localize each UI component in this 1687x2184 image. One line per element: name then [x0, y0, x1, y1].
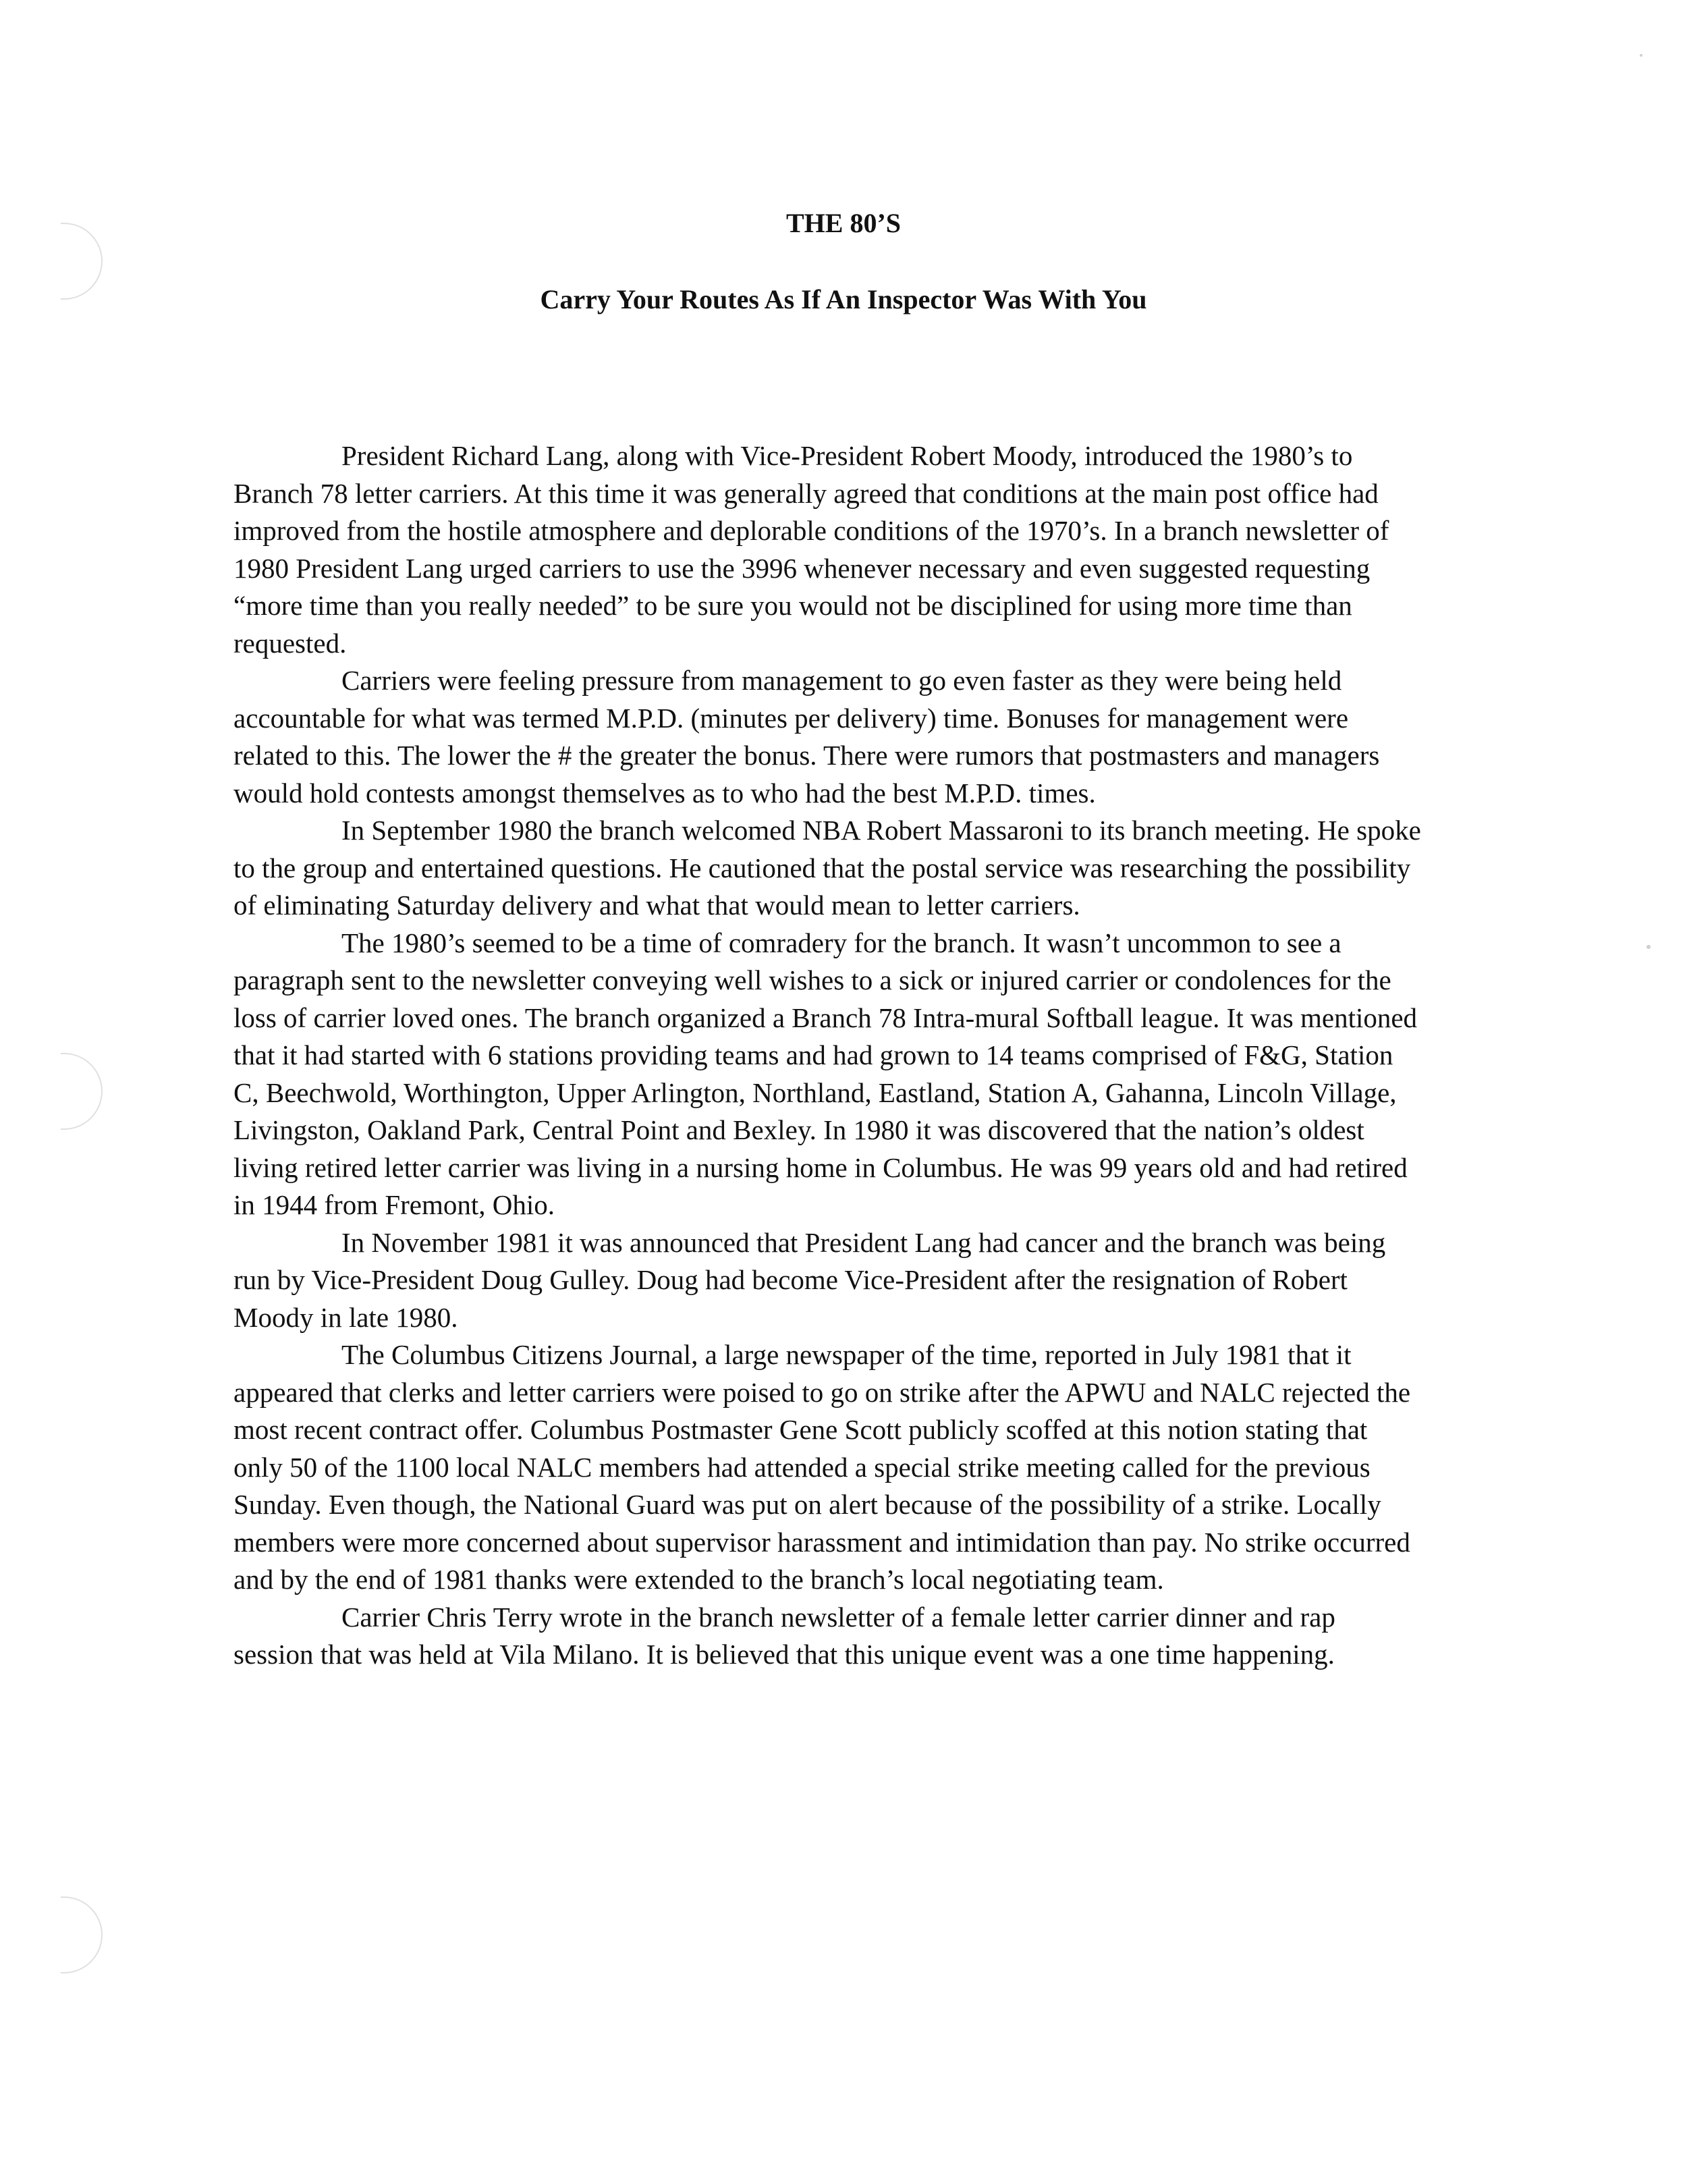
paragraph-lang-introduction: President Richard Lang, along with Vice-President Robert Moody, introduced the 1980’s to Branch 78 letter carriers. At this time it was generally agreed that conditions at the main post office had improved from the hostile atmosphere and deplorable conditions of the 1970’s. In a branch newsletter of 1980 President Lang urged carriers to use the 3996 whenever necessary and even suggested requesting “more time than you really needed” to be sure you would not be disciplined for using more time than requested. — [233, 440, 1389, 659]
paragraph-comradery: The 1980’s seemed to be a time of comradery for the branch. It wasn’t uncommon to see a paragraph sent to the newsletter conveying well wishes to a sick or injured carrier or condolences for the loss of carrier loved ones. The branch organized a Branch 78 Intra-mural Softball league. It was mentioned that it had started with 6 stations providing teams and had grown to 14 teams comprised of F&G, Station C, Beechwold, Worthington, Upper Arlington, Northland, Eastland, Station A, Gahanna, Lincoln Village, Livingston, Oakland Park, Central Point and Bexley. In 1980 it was discovered that the nation’s oldest living retired letter carrier was living in a nursing home in Columbus. He was 99 years old and had retired in 1944 from Fremont, Ohio. — [233, 927, 1418, 1220]
punch-hole-mark — [61, 1896, 103, 1973]
paragraph-lang-cancer: In November 1981 it was announced that President Lang had cancer and the branch was being run by Vice-President Doug Gulley. Doug had become Vice-President after the resignation of Robert Moody in late 1980. — [233, 1226, 1386, 1333]
paragraph-mpd-pressure: Carriers were feeling pressure from management to go even faster as they were being held accountable for what was termed M.P.D. (minutes per delivery) time. Bonuses for management were related to this. The lower the # the greater the bonus. There were rumors that postmasters and managers would hold contests amongst themselves as to who had the best M.P.D. times. — [233, 665, 1380, 809]
scan-speck — [1647, 945, 1651, 949]
page-title: THE 80’S — [785, 208, 902, 238]
paragraph-strike-1981: The Columbus Citizens Journal, a large newspaper of the time, reported in July 1981 that it appeared that clerks and letter carriers were poised to go on strike after the APWU and NALC rejected the most recent contract offer. Columbus Postmaster Gene Scott publicly scoffed at this notion stating that only 50 of the 1100 local NALC members had attended a special strike meeting called for the previous Sunday. Even though, the National Guard was put on alert because of the possibility of a strike. Locally members were more concerned about supervisor harassment and intimidation than pay. No strike occurred and by the end of 1981 thanks were extended to the branch’s local negotiating team. — [233, 1339, 1411, 1595]
paragraph-female-carrier-dinner: Carrier Chris Terry wrote in the branch newsletter of a female letter carrier dinner and rap session that was held at Vila Milano. It is believed that this unique event was a one time happening. — [233, 1601, 1335, 1670]
punch-hole-mark — [61, 1053, 103, 1130]
paragraph-nba-visit: In September 1980 the branch welcomed NBA Robert Massaroni to its branch meeting. He spoke to the group and entertained questions. He cautioned that the postal service was researching the possibility of eliminating Saturday delivery and what that would mean to letter carriers. — [233, 815, 1421, 921]
scan-speck — [1640, 54, 1642, 57]
page-subtitle: Carry Your Routes As If An Inspector Was With You — [540, 284, 1147, 315]
document-body — [233, 437, 1421, 1674]
